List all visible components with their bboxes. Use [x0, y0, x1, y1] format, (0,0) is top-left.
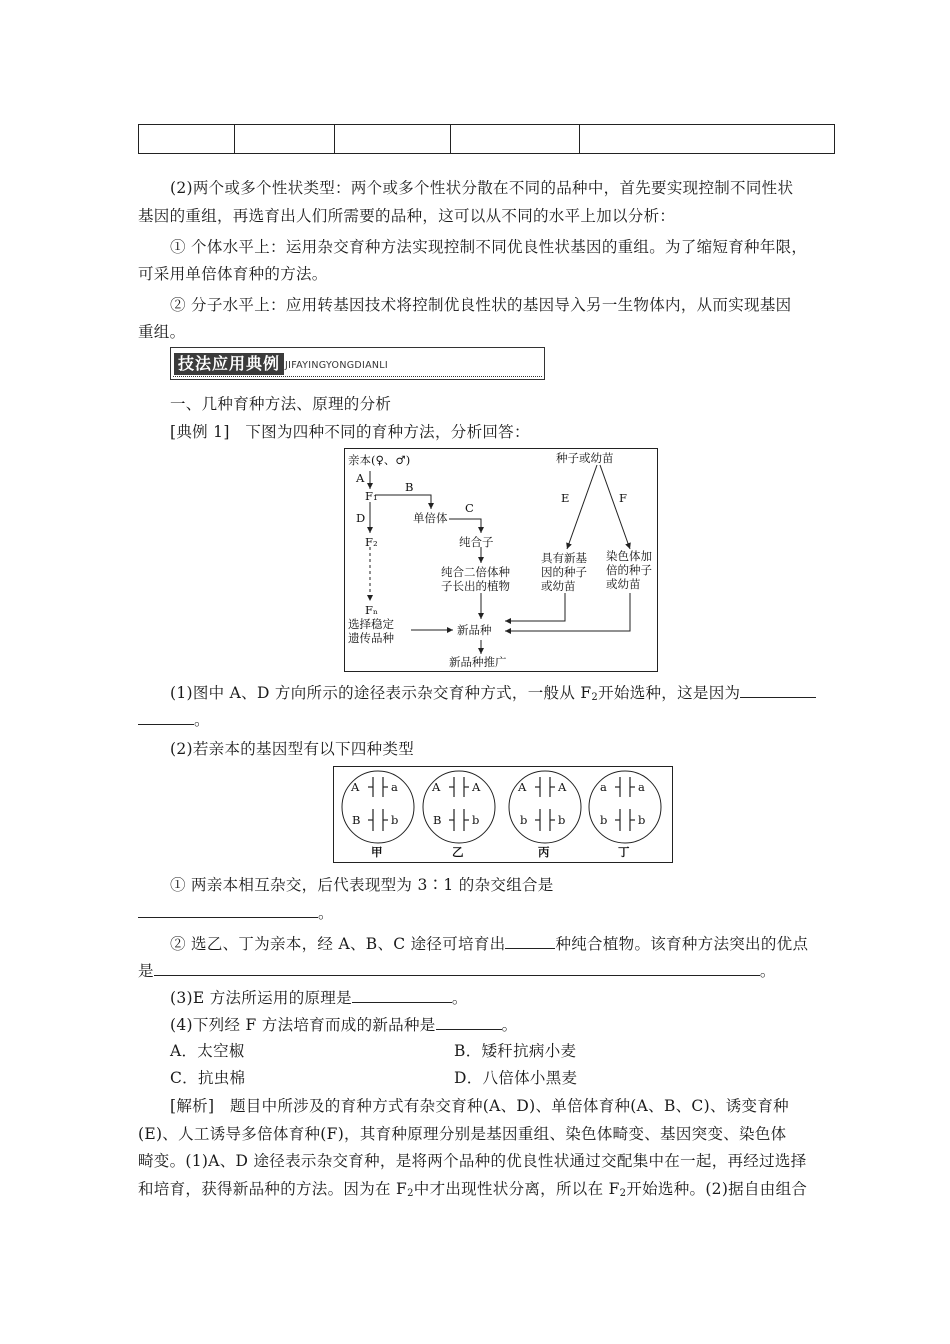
analysis-text-4c: 开始选种。(2)据自由组合 [626, 1180, 808, 1198]
analysis-heading: 一、几种育种方法、原理的分析 [170, 395, 392, 413]
chromosome-label-line2: 倍的种子 [606, 563, 652, 577]
option-c: C．抗虫棉 [170, 1069, 246, 1087]
path-b-label: B [405, 480, 414, 494]
allele-label: a [600, 780, 607, 794]
allele-label: b [391, 813, 399, 827]
allele-label: b [600, 813, 608, 827]
genotype-cells-figure [333, 766, 673, 863]
banner-title: 技法应用典例 [174, 353, 284, 375]
table-cell-divider [334, 125, 335, 153]
cell-name-yi: 乙 [452, 845, 464, 859]
question-2a: ① 两亲本相互杂交，后代表现型为 3∶1 的杂交组合是 [170, 876, 554, 894]
allele-label: B [352, 813, 361, 827]
analysis-line3: 畸变。(1)A、D 途径表示杂交育种，是将两个品种的优良性状通过交配集中在一起，再经过选择 [138, 1152, 807, 1170]
table-cell-divider [450, 125, 451, 153]
option-d: D．八倍体小黑麦 [454, 1069, 578, 1087]
analysis-label: [解析] [170, 1097, 215, 1115]
homozygote-label: 纯合子 [459, 535, 494, 549]
question-1-subscript: 2 [591, 692, 599, 703]
chromosome-label-line3: 或幼苗 [606, 577, 641, 591]
diploid-label-line2: 子长出的植物 [441, 579, 510, 593]
period: 。 [318, 904, 334, 922]
question-3 [170, 986, 870, 1009]
individual-level-line2: 可采用单倍体育种的方法。 [138, 265, 328, 283]
f2-label: F₂ [365, 535, 378, 549]
new-gene-label-line3: 或幼苗 [541, 579, 576, 593]
banner-dotted-rule [173, 376, 542, 377]
allele-label: A [472, 780, 481, 794]
answer-blank [740, 681, 816, 698]
f1-label: F₁ [365, 489, 378, 503]
chromosome-label-line1: 染色体加 [606, 549, 652, 563]
allele-label: a [638, 780, 645, 794]
path-a-label: A [356, 471, 365, 485]
question-2b-text-a: ② 选乙、丁为亲本，经 A、B、C 途径可培育出 [170, 935, 506, 953]
cell-name-ding: 丁 [618, 845, 630, 859]
molecular-level-line2: 重组。 [138, 323, 186, 341]
allele-label: b [558, 813, 566, 827]
period: 。 [451, 989, 468, 1007]
example-text: 下图为四种不同的育种方法，分析回答： [245, 423, 530, 441]
fn-label: Fₙ [365, 603, 378, 617]
allele-label: A [518, 780, 527, 794]
select-label-line1: 选择稳定 [348, 617, 394, 631]
allele-label: A [432, 780, 441, 794]
allele-label: b [472, 813, 480, 827]
period: 。 [759, 962, 776, 980]
analysis-line2: (E)、人工诱导多倍体育种(F)，其育种原理分别是基因重组、染色体畸变、基因突变、染色体 [138, 1125, 787, 1143]
promotion-label: 新品种推广 [449, 655, 507, 669]
analysis-subscript: 2 [619, 1188, 627, 1199]
example-intro [170, 421, 870, 443]
answer-blank [505, 932, 555, 949]
period: 。 [501, 1016, 518, 1034]
answer-blank [436, 1013, 502, 1030]
new-gene-label-line1: 具有新基 [541, 551, 587, 565]
section2-line1: (2)两个或多个性状类型：两个或多个性状分散在不同的品种中，首先要实现控制不同性状 [170, 179, 794, 197]
analysis-text-1: 题目中所涉及的育种方式有杂交育种(A、D)、单倍体育种(A、B、C)、诱变育种 [229, 1097, 789, 1115]
new-variety-label: 新品种 [457, 623, 492, 637]
banner-subtitle: JIFAYINGYONGDIANLI [285, 360, 389, 371]
seed-label: 种子或幼苗 [556, 451, 614, 465]
diploid-label-line1: 纯合二倍体种 [441, 565, 510, 579]
section-banner [170, 347, 545, 380]
allele-label: b [520, 813, 528, 827]
answer-blank [138, 901, 318, 918]
cell-name-jia: 甲 [371, 845, 383, 859]
individual-level-line1: ① 个体水平上：运用杂交育种方法实现控制不同优良性状基因的重组。为了缩短育种年限， [170, 238, 808, 256]
question-2b-continuation [138, 959, 838, 982]
breeding-diagram [344, 448, 658, 672]
path-e-label: E [561, 491, 570, 505]
analysis-line1 [170, 1095, 870, 1117]
allele-label: A [558, 780, 567, 794]
question-4-text: (4)下列经 F 方法培育而成的新品种是 [170, 1016, 436, 1034]
path-d-label: D [356, 511, 366, 525]
table-cell-divider [234, 125, 235, 153]
allele-label: B [433, 813, 442, 827]
path-c-label: C [465, 501, 474, 515]
question-2b-text-c: 是 [138, 962, 154, 980]
select-label-line2: 遗传品种 [348, 631, 394, 645]
analysis-line4 [138, 1178, 838, 1205]
allele-label: A [351, 780, 360, 794]
section2-line2: 基因的重组，再选育出人们所需要的品种，这可以从不同的水平上加以分析： [138, 207, 676, 225]
question-1-continuation [138, 708, 838, 731]
question-1 [170, 681, 870, 709]
analysis-subscript: 2 [407, 1188, 414, 1199]
molecular-level-line1: ② 分子水平上：应用转基因技术将控制优良性状的基因导入另一生物体内，从而实现基因 [170, 296, 792, 314]
option-a: A．太空椒 [170, 1042, 245, 1060]
table-cell-divider [579, 125, 580, 153]
new-gene-label-line2: 因的种子 [541, 565, 587, 579]
haploid-label: 单倍体 [413, 511, 448, 525]
top-table [138, 124, 835, 154]
analysis-text-4a: 和培育，获得新品种的方法。因为在 F [138, 1180, 408, 1198]
question-1-text-a: (1)图中 A、D 方向所示的途径表示杂交育种方式，一般从 F [170, 684, 592, 702]
question-2a-continuation [138, 901, 838, 924]
example-label: [典例 1] [170, 423, 230, 441]
question-2b-text-b: 种纯合植物。该育种方法突出的优点 [555, 935, 809, 953]
option-b: B．矮秆抗病小麦 [454, 1042, 577, 1060]
question-2: (2)若亲本的基因型有以下四种类型 [170, 740, 415, 758]
question-2b [170, 932, 870, 955]
cell-name-bing: 丙 [538, 845, 550, 859]
allele-label: b [638, 813, 646, 827]
answer-blank [154, 959, 760, 976]
question-3-text: (3)E 方法所运用的原理是 [170, 989, 352, 1007]
question-4 [170, 1013, 870, 1036]
answer-blank [352, 986, 452, 1003]
period: 。 [194, 711, 210, 729]
path-f-label: F [619, 491, 627, 505]
allele-label: a [391, 780, 398, 794]
question-1-text-b: 开始选种，这是因为 [598, 684, 741, 702]
parent-label: 亲本(♀、♂) [348, 453, 411, 467]
analysis-text-4b: 中才出现性状分离，所以在 F [413, 1180, 620, 1198]
answer-blank [138, 708, 194, 725]
